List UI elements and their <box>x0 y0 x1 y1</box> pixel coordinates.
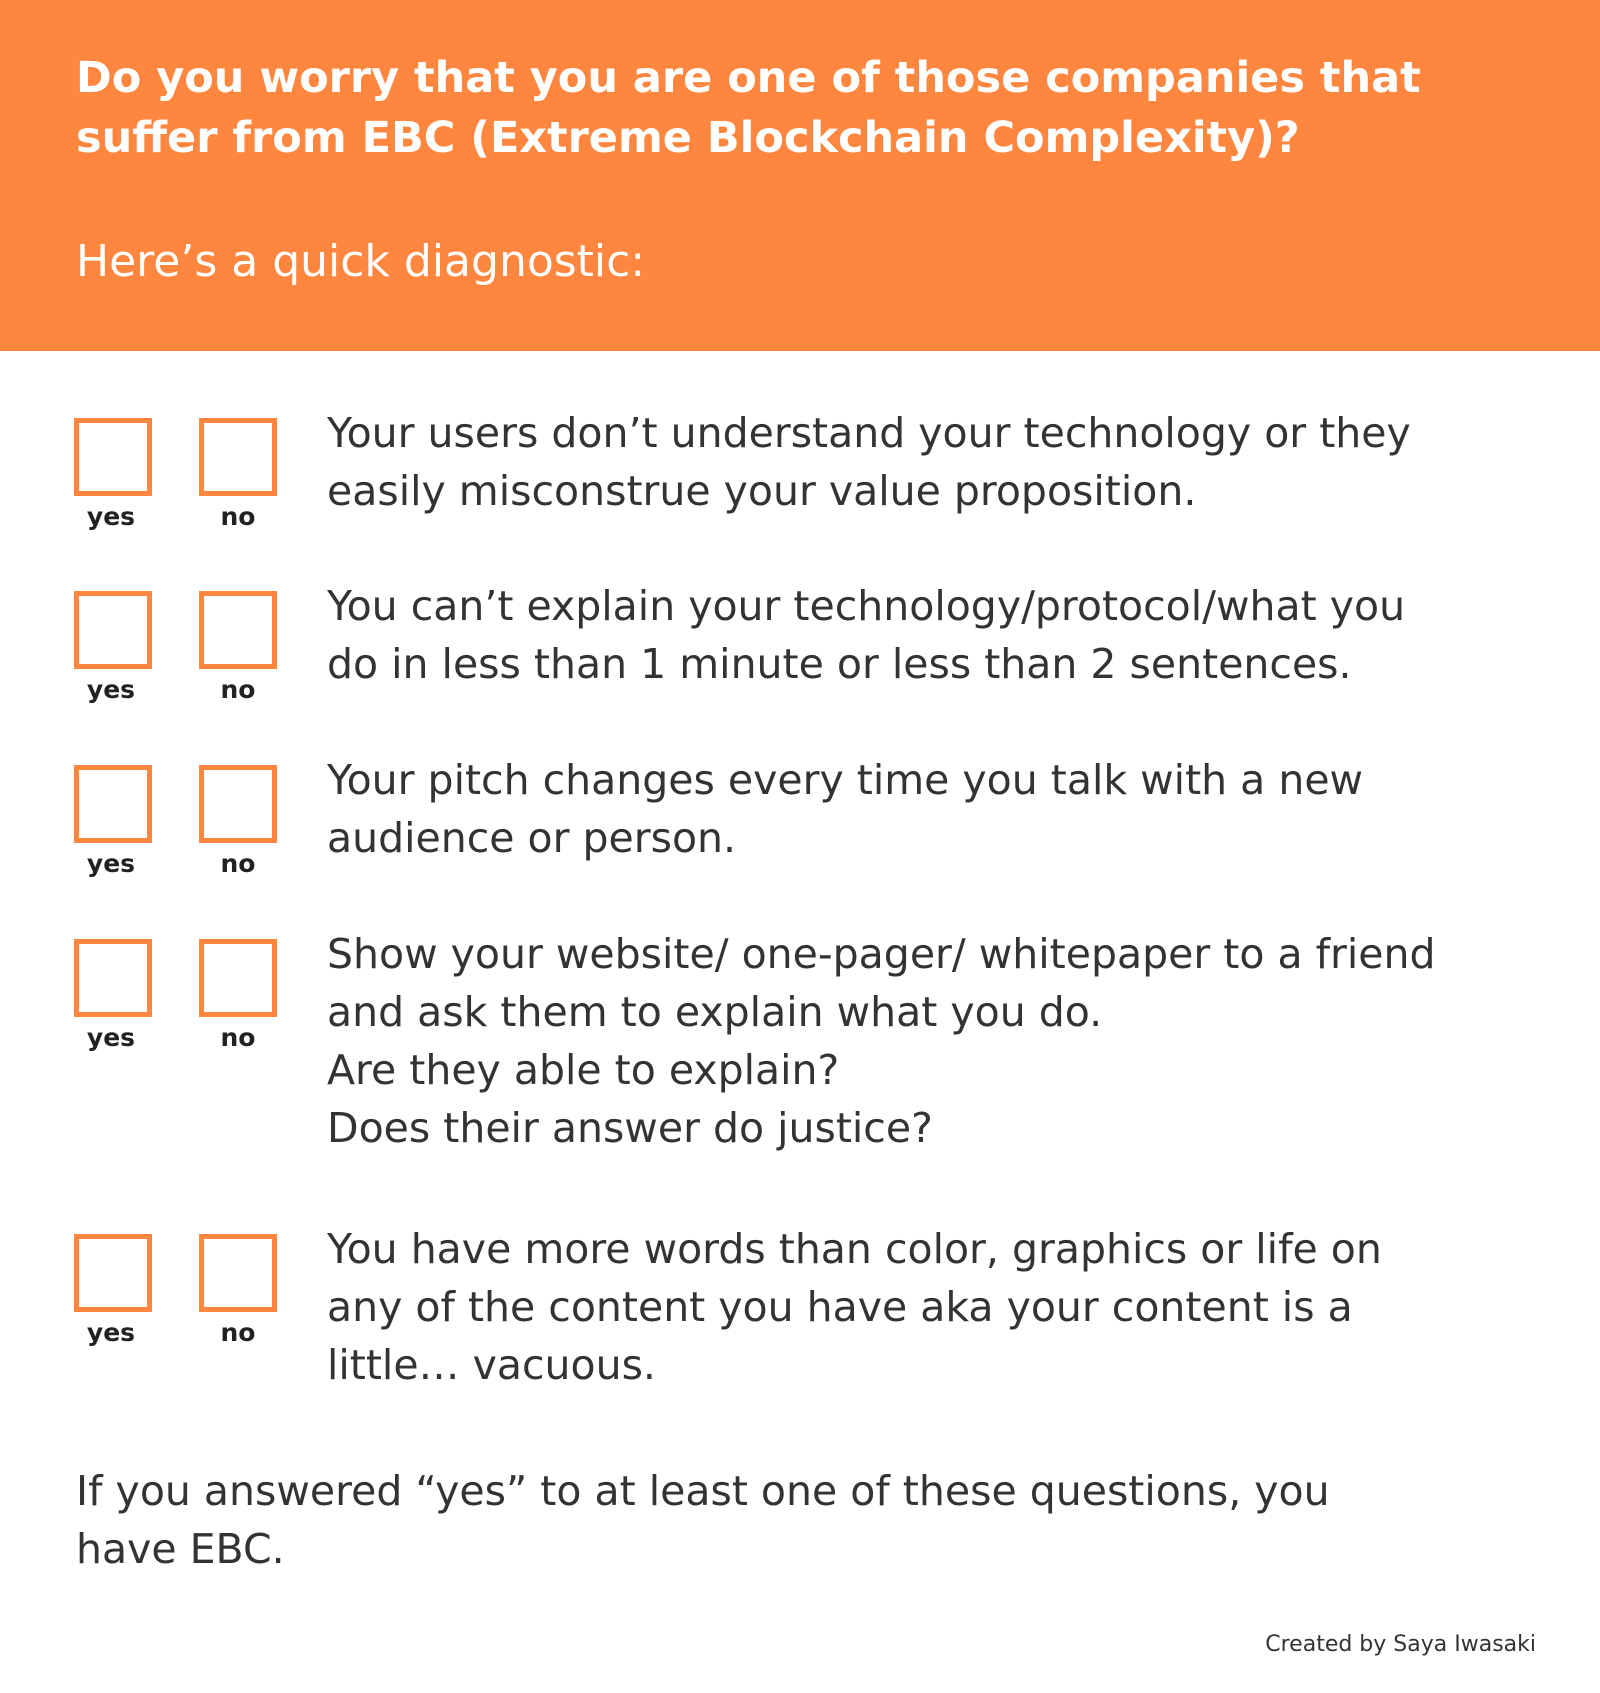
no-checkbox-4[interactable] <box>199 939 277 1017</box>
author-credit: Created by Saya Iwasaki <box>1265 1632 1536 1657</box>
yes-checkbox-4[interactable] <box>74 939 152 1017</box>
question-4-line-1: Show your website/ one-pager/ whitepaper to a friend <box>327 930 1436 978</box>
question-2-line-2: do in less than 1 minute or less than 2 sentences. <box>327 640 1352 688</box>
question-5-line-2: any of the content you have aka your content is a <box>327 1283 1353 1331</box>
question-5-line-1: You have more words than color, graphics or life on <box>327 1225 1382 1273</box>
no-label-4: no <box>220 1023 256 1052</box>
no-label-1: no <box>220 502 256 531</box>
no-checkbox-5[interactable] <box>199 1234 277 1312</box>
no-label-2: no <box>220 675 256 704</box>
conclusion-line-2: have EBC. <box>76 1525 285 1573</box>
no-label-5: no <box>220 1318 256 1347</box>
page-title <box>76 48 1536 168</box>
header-banner <box>0 0 1600 351</box>
question-text-4 <box>327 925 1577 1157</box>
no-checkbox-2[interactable] <box>199 591 277 669</box>
question-text-5 <box>327 1220 1577 1394</box>
yes-checkbox-5[interactable] <box>74 1234 152 1312</box>
question-4-line-2: and ask them to explain what you do. <box>327 988 1103 1036</box>
yes-label-2: yes <box>86 675 136 704</box>
page-subtitle: Here’s a quick diagnostic: <box>76 236 646 287</box>
yes-checkbox-3[interactable] <box>74 765 152 843</box>
question-5-line-3: little… vacuous. <box>327 1341 656 1389</box>
yes-label-5: yes <box>86 1318 136 1347</box>
question-1-line-2: easily misconstrue your value proposition. <box>327 467 1197 515</box>
yes-label-4: yes <box>86 1023 136 1052</box>
yes-label-3: yes <box>86 849 136 878</box>
question-4-line-4: Does their answer do justice? <box>327 1104 933 1152</box>
no-checkbox-3[interactable] <box>199 765 277 843</box>
no-label-3: no <box>220 849 256 878</box>
yes-checkbox-1[interactable] <box>74 418 152 496</box>
title-line-1: Do you worry that you are one of those companies that <box>76 53 1421 103</box>
yes-label-1: yes <box>86 502 136 531</box>
question-text-2 <box>327 577 1577 693</box>
question-4-line-3: Are they able to explain? <box>327 1046 840 1094</box>
question-text-1 <box>327 404 1577 520</box>
question-text-3 <box>327 751 1577 867</box>
question-1-line-1: Your users don’t understand your technology or they <box>327 409 1411 457</box>
yes-checkbox-2[interactable] <box>74 591 152 669</box>
title-line-2: suffer from EBC (Extreme Blockchain Complexity)? <box>76 113 1300 163</box>
question-3-line-2: audience or person. <box>327 814 737 862</box>
question-2-line-1: You can’t explain your technology/protocol/what you <box>327 582 1406 630</box>
conclusion-text <box>76 1462 1556 1578</box>
conclusion-line-1: If you answered “yes” to at least one of these questions, you <box>76 1467 1330 1515</box>
no-checkbox-1[interactable] <box>199 418 277 496</box>
question-3-line-1: Your pitch changes every time you talk with a new <box>327 756 1364 804</box>
